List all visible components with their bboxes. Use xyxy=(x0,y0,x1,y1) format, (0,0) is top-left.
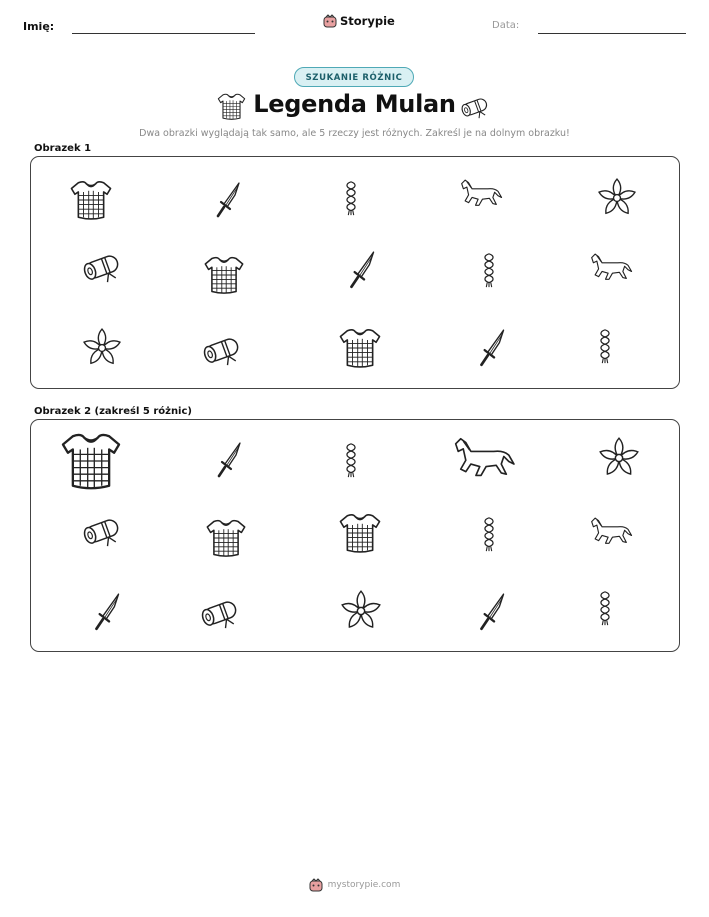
braid-icon xyxy=(587,319,623,373)
date-label: Data: xyxy=(492,20,520,31)
armor-icon[interactable] xyxy=(337,510,383,556)
instructions: Dwa obrazki wyglądają tak samo, ale 5 rzeczy jest różnych. Zakreśl je na dolnym obrazku! xyxy=(139,128,570,139)
armor-icon xyxy=(202,252,246,298)
storypie-logo-icon xyxy=(323,14,337,28)
braid-icon[interactable] xyxy=(333,432,369,488)
horse-icon xyxy=(583,247,635,289)
date-field[interactable] xyxy=(538,33,686,34)
scroll-icon xyxy=(458,90,492,124)
scroll-icon[interactable] xyxy=(79,508,125,554)
page-title: Legenda Mulan xyxy=(253,90,456,118)
name-label: Imię: xyxy=(23,20,55,33)
scroll-icon xyxy=(199,327,245,373)
horse-icon xyxy=(453,174,505,214)
braid-icon[interactable] xyxy=(471,506,507,562)
worksheet-header xyxy=(0,14,709,44)
storypie-logo-icon xyxy=(309,878,323,892)
armor-icon xyxy=(68,177,114,223)
horse-icon[interactable] xyxy=(443,428,519,490)
panel-1-label: Obrazek 1 xyxy=(34,143,92,154)
brand-name: Storypie xyxy=(340,14,395,28)
braid-icon xyxy=(333,171,369,225)
footer-url[interactable]: mystorypie.com xyxy=(327,880,401,890)
scroll-icon xyxy=(79,244,125,290)
horse-icon[interactable] xyxy=(583,512,635,552)
armor-icon[interactable] xyxy=(56,428,126,494)
sword-icon[interactable] xyxy=(86,586,128,638)
flower-icon xyxy=(596,177,638,219)
scroll-icon[interactable] xyxy=(197,590,243,636)
picture-1-panel xyxy=(30,156,680,389)
flower-icon[interactable] xyxy=(597,436,641,480)
armor-icon xyxy=(337,324,383,372)
picture-2-panel xyxy=(30,419,680,652)
braid-icon[interactable] xyxy=(587,580,623,636)
sword-icon[interactable] xyxy=(209,434,249,486)
braid-icon xyxy=(471,242,507,298)
flower-icon[interactable] xyxy=(339,589,383,633)
sword-icon xyxy=(471,322,513,374)
activity-badge: SZUKANIE RÓŻNIC xyxy=(294,67,414,87)
flower-icon xyxy=(81,327,123,369)
footer xyxy=(0,878,709,892)
armor-icon[interactable] xyxy=(204,515,248,561)
sword-icon[interactable] xyxy=(471,586,513,638)
name-field[interactable] xyxy=(72,33,255,34)
sword-icon xyxy=(208,175,248,225)
panel-2-label: Obrazek 2 (zakreśl 5 różnic) xyxy=(34,406,192,417)
sword-icon xyxy=(341,244,383,296)
brand xyxy=(323,14,395,28)
